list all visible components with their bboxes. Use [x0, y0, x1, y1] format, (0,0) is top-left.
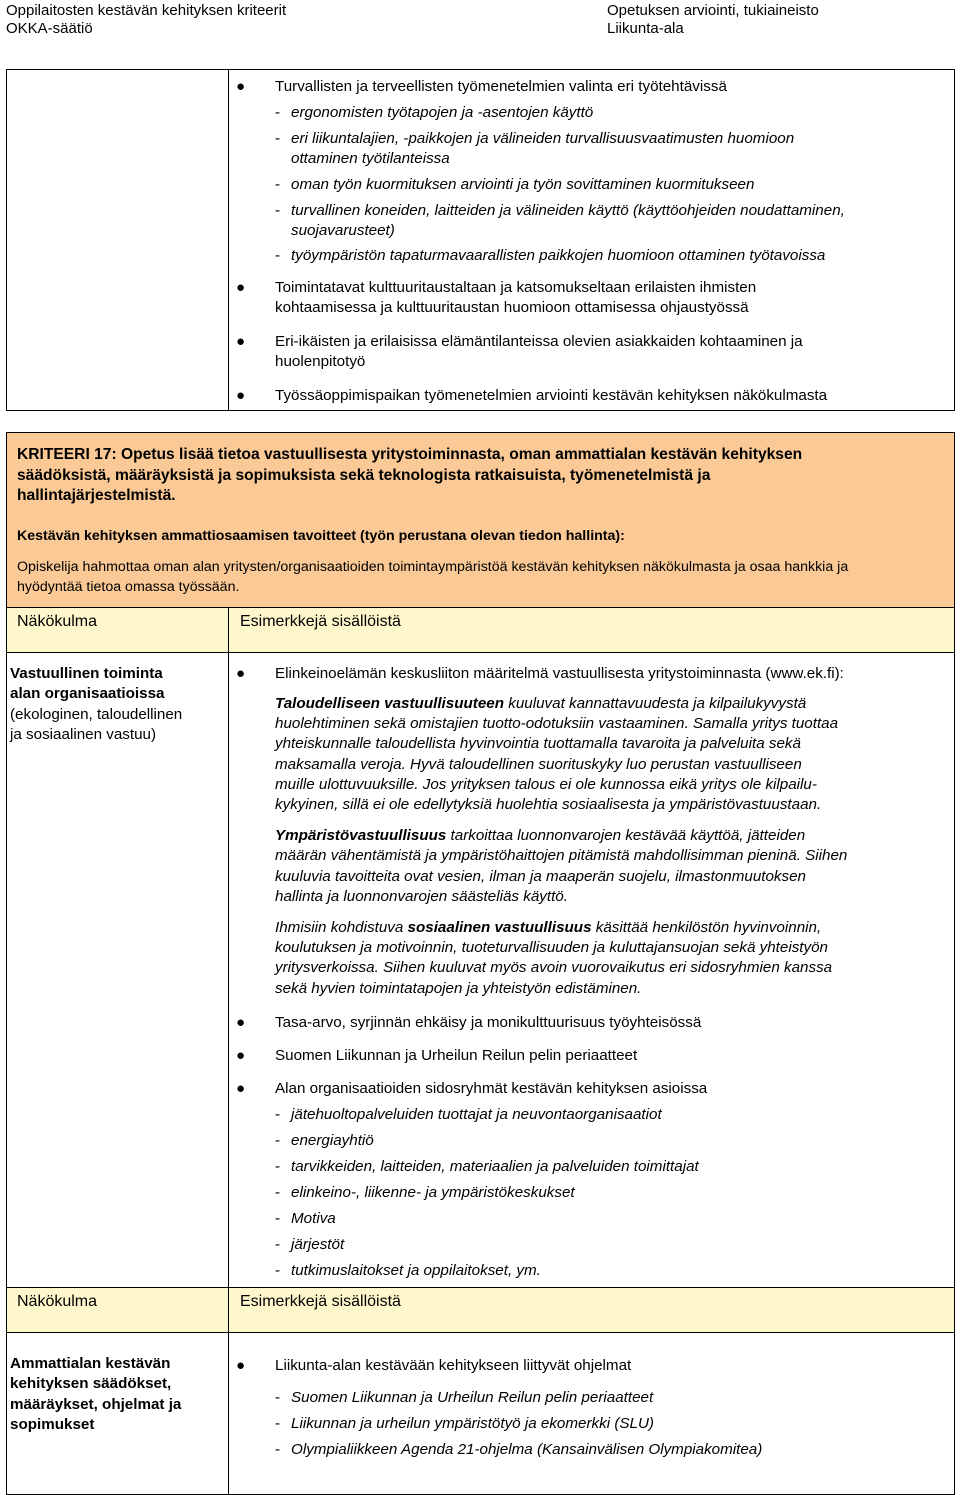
- para-text: muille ulottuvuuksille. Jos yrityksen talous ei ole kunnossa eikä yritys ole kilpailu-: [275, 775, 817, 793]
- row1-perspective-cell: [10, 664, 215, 746]
- header-section-title: Opetuksen arviointi, tukiaineisto: [607, 2, 819, 19]
- dash-icon: -: [275, 1209, 281, 1227]
- sub-list-item: [233, 1157, 950, 1177]
- para-text: koulutuksen ja motivoinnin, tuoteturvallisuuden ja kuluttajansuojan sekä yhteistyön: [275, 939, 828, 957]
- sub-item-text: eri liikuntalajien, -paikkojen ja välineiden turvallisuusvaatimusten huomioon: [291, 130, 795, 147]
- para-text: kuuluvia tavoitteita ovat vesien, ilman ja maaperän suojelu, ilmastonmuutoksen: [275, 867, 807, 885]
- bullet-icon: ●: [236, 665, 246, 682]
- dash-icon: -: [275, 1389, 281, 1406]
- column-divider: [228, 653, 229, 1494]
- bullet-text: Liikunta-alan kestävään kehitykseen liittyvät ohjelmat: [275, 1357, 632, 1374]
- goal-text: [17, 557, 942, 597]
- column-header-perspective: Näkökulma: [17, 613, 98, 630]
- social-responsibility-paragraph: [233, 918, 950, 999]
- bullet-text: kohtaamisessa ja kulttuuritaustan huomioon ottamisessa ohjaustyössä: [275, 299, 749, 316]
- row2-examples-cell: [233, 1356, 950, 1460]
- list-item: [233, 278, 950, 318]
- para-text: huolehtiminen sekä omistajien tuotto-odotuksiin vastaaminen. Samalla yritys tuottaa: [275, 715, 839, 733]
- sub-item-text: ergonomisten työtapojen ja -asentojen käyttö: [291, 104, 594, 121]
- dash-icon: -: [275, 202, 281, 219]
- column-header-perspective: Näkökulma: [17, 1293, 98, 1310]
- perspective-label: alan organisaatioissa: [10, 685, 165, 703]
- perspective-label: Vastuullinen toiminta: [10, 665, 163, 682]
- header-field: Liikunta-ala: [607, 20, 684, 37]
- sub-item-text: ottaminen työtilanteissa: [291, 150, 450, 167]
- term-bold: Ympäristövastuullisuus: [275, 827, 447, 845]
- row1-examples-cell: [233, 664, 950, 1281]
- para-text: yritysverkoissa. Siihen kuuluvat myös avoin vuorovaikutus eri sidosryhmien kanssa: [275, 959, 833, 977]
- bullet-icon: ●: [236, 387, 246, 404]
- column-divider: [228, 608, 229, 652]
- sub-list-item: [233, 1261, 950, 1281]
- term-bold: sosiaalinen vastuullisuus: [407, 919, 592, 937]
- dash-icon: -: [275, 247, 281, 264]
- sub-list-item-cont: [233, 149, 950, 169]
- column-divider: [228, 70, 229, 410]
- para-text: hallinta ja luonnonvarojen säästeliäs käyttö.: [275, 887, 568, 905]
- para-text: kykyinen, sillä ei ole edellytyksiä huolehtia sosiaalisesta ja ympäristövastuustaan.: [275, 796, 822, 814]
- dash-icon: -: [275, 1261, 281, 1279]
- goal-text-line: Opiskelija hahmottaa oman alan yritysten/organisaatioiden toimintaympäristöä kestävän kehityksen näkökulmasta ja osaa hankkia ja: [17, 559, 849, 575]
- dash-icon: -: [275, 1441, 281, 1458]
- sub-list-item: [233, 175, 950, 195]
- bullet-text: Alan organisaatioiden sidosryhmät kestävän kehityksen asioissa: [275, 1079, 708, 1097]
- para-text: määrän vähentämistä ja ympäristöhaittojen pitämistä mahdollisimman pieninä. Siihen: [275, 847, 848, 865]
- bullet-text: Elinkeinoelämän keskusliiton määritelmä vastuullisesta yritystoiminnasta (www.ek.fi):: [275, 665, 844, 682]
- perspective-label: Ammattialan kestävän: [10, 1355, 171, 1372]
- dash-icon: -: [275, 1235, 281, 1253]
- bullet-icon: ●: [236, 78, 246, 95]
- sub-item-text: oman työn kuormituksen arviointi ja työn sovittaminen kuormitukseen: [291, 176, 755, 193]
- bullet-text: huolenpitotyö: [275, 353, 366, 370]
- sub-item-text: turvallinen koneiden, laitteiden ja välineiden käyttö (käyttöohjeiden noudattaminen,: [291, 202, 845, 219]
- para-text: yhteiskunnalle taloudellista hyvinvointia tuottamalla tavaroita ja palveluita sekä: [275, 735, 801, 753]
- para-text: tarkoittaa luonnonvarojen kestävää käyttöä, jätteiden: [446, 827, 806, 845]
- sub-list-item: [233, 1209, 950, 1229]
- bullet-text: Suomen Liikunnan ja Urheilun Reilun pelin periaatteet: [275, 1046, 638, 1064]
- list-item: [233, 1013, 950, 1033]
- row-divider: [7, 1332, 954, 1333]
- list-item: [233, 1046, 950, 1066]
- perspective-label: kehityksen säädökset,: [10, 1375, 172, 1393]
- dash-icon: -: [275, 1105, 281, 1123]
- sub-item-text: energiayhtiö: [291, 1131, 374, 1149]
- sub-list-item: [233, 1183, 950, 1203]
- top-section-content: [233, 77, 950, 406]
- sub-item-text: elinkeino-, liikenne- ja ympäristökeskukset: [291, 1183, 575, 1201]
- sub-list-item: [233, 1388, 950, 1408]
- bullet-icon: ●: [236, 1013, 246, 1031]
- bullet-text: Työssäoppimispaikan työmenetelmien arviointi kestävän kehityksen näkökulmasta: [275, 387, 828, 404]
- bullet-icon: ●: [236, 1046, 246, 1064]
- goal-heading: Kestävän kehityksen ammattiosaamisen tavoitteet (työn perustana olevan tiedon hallinta):: [17, 528, 625, 544]
- sub-list-item: [233, 103, 950, 123]
- bullet-icon: ●: [236, 1357, 246, 1374]
- sub-item-text: työympäristön tapaturmavaarallisten paikkojen huomioon ottaminen työtavoissa: [291, 247, 826, 264]
- perspective-note: ja sosiaalinen vastuu): [10, 726, 157, 744]
- sub-item-text: Olympialiikkeen Agenda 21-ohjelma (Kansainvälisen Olympiakomitea): [291, 1441, 763, 1458]
- criterion-title: [17, 445, 942, 507]
- row2-perspective-cell: [10, 1354, 215, 1436]
- criterion-title-line: KRITEERI 17: Opetus lisää tietoa vastuullisesta yritystoiminnasta, oman ammattialan kestävän kehityksen: [17, 446, 803, 463]
- list-item: [233, 77, 950, 97]
- criterion-box: [6, 432, 955, 608]
- sub-item-text: tutkimuslaitokset ja oppilaitokset, ym.: [291, 1261, 541, 1279]
- header-document-title: Oppilaitosten kestävän kehityksen kriteerit: [6, 2, 287, 19]
- table-header-repeat: [7, 1287, 954, 1332]
- header-left: [6, 2, 286, 38]
- para-text: maksamalla veroja. Hyvä taloudellinen suorituskyky luo perustan vastuulliseen: [275, 755, 802, 773]
- sub-item-text: järjestöt: [291, 1235, 345, 1253]
- term-bold: Taloudelliseen vastuullisuuteen: [275, 695, 504, 712]
- bullet-icon: ●: [236, 333, 246, 350]
- sub-item-text: Motiva: [291, 1209, 336, 1227]
- sub-item-text: Suomen Liikunnan ja Urheilun Reilun pelin periaatteet: [291, 1389, 654, 1406]
- perspective-label: sopimukset: [10, 1416, 95, 1434]
- sub-list-item: [233, 201, 950, 221]
- bullet-text: Toimintatavat kulttuuritaustaltaan ja katsomukseltaan erilaisten ihmisten: [275, 279, 757, 296]
- bullet-text: Turvallisten ja terveellisten työmenetelmien valinta eri työtehtävissä: [275, 78, 727, 95]
- list-item: [233, 386, 950, 406]
- dash-icon: -: [275, 176, 281, 193]
- column-header-examples: Esimerkkejä sisällöistä: [240, 613, 401, 630]
- bullet-text: Eri-ikäisten ja erilaisissa elämäntilanteissa olevien asiakkaiden kohtaaminen ja: [275, 333, 803, 350]
- page-header: [0, 0, 960, 40]
- table-header: [6, 608, 955, 653]
- header-right: [607, 2, 819, 38]
- criterion-title-line: säädöksistä, määräyksistä ja sopimuksista sekä teknologista ratkaisuista, työmenetelmistä ja: [17, 466, 711, 484]
- sub-item-text: suojavarusteet): [291, 222, 395, 239]
- sub-list-item: [233, 1105, 950, 1125]
- perspective-label: määräykset, ohjelmat ja: [10, 1395, 182, 1413]
- goal-text-line: hyödyntää tietoa omassa työssään.: [17, 579, 240, 595]
- perspective-note: (ekologinen, taloudellinen: [10, 705, 183, 723]
- para-text: käsittää henkilöstön hyvinvoinnin,: [591, 919, 822, 937]
- dash-icon: -: [275, 104, 281, 121]
- bullet-icon: ●: [236, 279, 246, 296]
- para-text: Ihmisiin kohdistuva: [275, 919, 408, 937]
- para-text: sekä hyvien toimintatapojen ja yhteistyön edistäminen.: [275, 979, 642, 997]
- sub-list-item: [233, 1440, 950, 1460]
- list-item: [233, 1356, 950, 1376]
- bullet-icon: ●: [236, 1079, 246, 1097]
- environmental-responsibility-paragraph: [233, 826, 950, 907]
- bullet-text: Tasa-arvo, syrjinnän ehkäisy ja monikulttuurisuus työyhteisössä: [275, 1013, 702, 1031]
- sub-list-item: [233, 1131, 950, 1151]
- sub-list-item: [233, 1414, 950, 1434]
- economic-responsibility-paragraph: [233, 694, 950, 815]
- para-text: kuuluvat kannattavuudesta ja kilpailukyvystä: [504, 695, 807, 712]
- header-organization: OKKA-säätiö: [6, 20, 93, 37]
- sub-item-text: tarvikkeiden, laitteiden, materiaalien ja palveluiden toimittajat: [291, 1157, 699, 1175]
- dash-icon: -: [275, 1157, 281, 1175]
- sub-list-item: [233, 246, 950, 266]
- sub-item-text: Liikunnan ja urheilun ympäristötyö ja ekomerkki (SLU): [291, 1415, 654, 1432]
- row-divider: [7, 1287, 954, 1288]
- list-item: [233, 1079, 950, 1099]
- dash-icon: -: [275, 1415, 281, 1432]
- sub-item-text: jätehuoltopalveluiden tuottajat ja neuvontaorganisaatiot: [291, 1105, 662, 1123]
- list-item: [233, 664, 950, 684]
- sub-list-item-cont: [233, 221, 950, 241]
- sub-list-item: [233, 1235, 950, 1255]
- sub-list-item: [233, 129, 950, 149]
- column-header-examples: Esimerkkejä sisällöistä: [240, 1293, 401, 1310]
- dash-icon: -: [275, 1183, 281, 1201]
- criterion-title-line: hallintajärjestelmistä.: [17, 487, 176, 505]
- dash-icon: -: [275, 1131, 281, 1149]
- dash-icon: -: [275, 130, 281, 147]
- list-item: [233, 332, 950, 372]
